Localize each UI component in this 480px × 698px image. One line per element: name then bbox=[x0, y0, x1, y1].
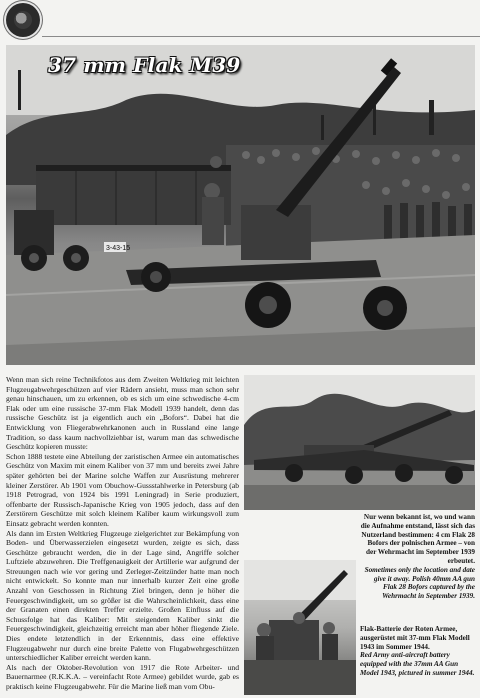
photo-battery-artwork bbox=[244, 560, 356, 695]
article-body bbox=[6, 375, 239, 695]
section-emblem-icon bbox=[6, 3, 40, 37]
article-paragraph: Wenn man sich reine Technikfotos aus dem Zweiten Weltkrieg mit leichten Flugzeugabwehrgeschützen auf vier Rädern ansieht, muss man schon sehr genau hinschauen, um zu erkennen, ob es sich um eine schwedische 4-cm Flak oder um eine russische 37-mm Flak Modell 1939 handelt, denn das russische Geschütz ist ja eigentlich auch ein „Bofors“. Dabei hat die Entwicklung von Fliegerabwehrkanonen auch in Russland eine lange Tradition, so dass kaum nachvollziehbar ist, warum man das schwedische Geschütz kopieren musste: bbox=[6, 375, 239, 452]
page-title: 37 mm Flak M39 bbox=[48, 53, 241, 77]
caption-bofors-german: Nur wenn bekannt ist, wo und wann die Aufnahme entstand, lässt sich das Nutzerland bestimmen: 4 cm Flak 28 Bofors der polnischen Armee – von der Wehrmacht im September 1939 erbeutet. bbox=[360, 513, 475, 565]
caption-battery-german: Flak-Batterie der Roten Armee, ausgerüstet mit 37-mm Flak Modell 1943 im Sommer 1944. bbox=[360, 625, 470, 651]
main-photo-flak-parade bbox=[6, 45, 475, 365]
photo-red-army-battery bbox=[244, 560, 356, 695]
vehicle-plate: 3-43-15 bbox=[106, 245, 131, 252]
caption-bofors-english: Sometimes only the location and date give it away. Polish 40mm AA gun Flak 28 Bofors captured by the Wehrmacht in September 1939. bbox=[364, 565, 475, 601]
header-rule bbox=[42, 36, 480, 37]
article-paragraph: Als dann im Ersten Weltkrieg Flugzeuge zielgerichtet zur Bekämpfung von Boden- und Überwasserzielen eingesetzt wurden, zeigte es sich, dass Geschütze gebraucht werden, die in der Lage sind, Angriffe solcher Luftziele abzuwehren. Die Treffgenauigkeit der Artillerie war aufgrund der Streuungen nach wie vor gering und Zerleger-Zeitzünder hatte man noch nicht entwickelt. So konnte man nur innerhalb kurzer Zeit eine große Anzahl von Geschossen in Richtung Ziel bringen, denn je höher die Feuergeschwindigkeit, um so größer ist die Wahrscheinlichkeit, dass eine der Granaten einen direkten Treffer erzielte. Großen Einfluss auf die Schussfolge hat das Kaliber: Mit steigendem Kaliber sinkt die Feuergeschwindigkeit, gleichzeitig erreicht man aber höher fliegende Ziele. Dies endete letztendlich in der Erkenntnis, dass eine effektive Flugzeugabwehr nur durch eine breite Palette von Flugabwehrgeschützen unterschiedlicher Kaliber erreicht werden kann. bbox=[6, 528, 239, 663]
caption-bofors bbox=[360, 513, 475, 601]
photo-bofors-artwork bbox=[244, 375, 475, 510]
article-paragraph: Als nach der Oktober-Revolution von 1917 die Rote Arbeiter- und Bauernarmee (R.K.K.A. – vereinfacht Rote Armee) gebildet wurde, gab es praktisch keine Flugzeugabwehr. Für die Marine ließ man vom Obu- bbox=[6, 662, 239, 691]
photo-bofors-captured bbox=[244, 375, 475, 510]
main-photo-artwork bbox=[6, 45, 475, 365]
caption-battery-english: Red Army anti-aircraft battery equipped with the 37mm AA Gun Model 1943, pictured in summer 1944. bbox=[360, 651, 475, 677]
caption-battery bbox=[360, 625, 475, 678]
article-paragraph: Schon 1888 testete eine Abteilung der zaristischen Armee ein automatisches Geschütz von Maxim mit einem Kaliber von 37 mm und bereits zwei Jahre später gehörten bei der Marine solche Waffen zur Ausrüstung mehrerer kleiner Zerstörer. Ab 1901 vom Obuchow-Gussstahlwerke in Petersburg (ab 1918 Petrograd, von 1924 bis 1991 Leningrad) in Serie produziert, offenbarte der Russisch-Japanische Krieg von 1905 jedoch, dass auf den Zerstörern Geschütze mit solch kleinem Kaliber kaum wirkungsvoll zum Einsatz gebracht werden konnten. bbox=[6, 451, 239, 528]
